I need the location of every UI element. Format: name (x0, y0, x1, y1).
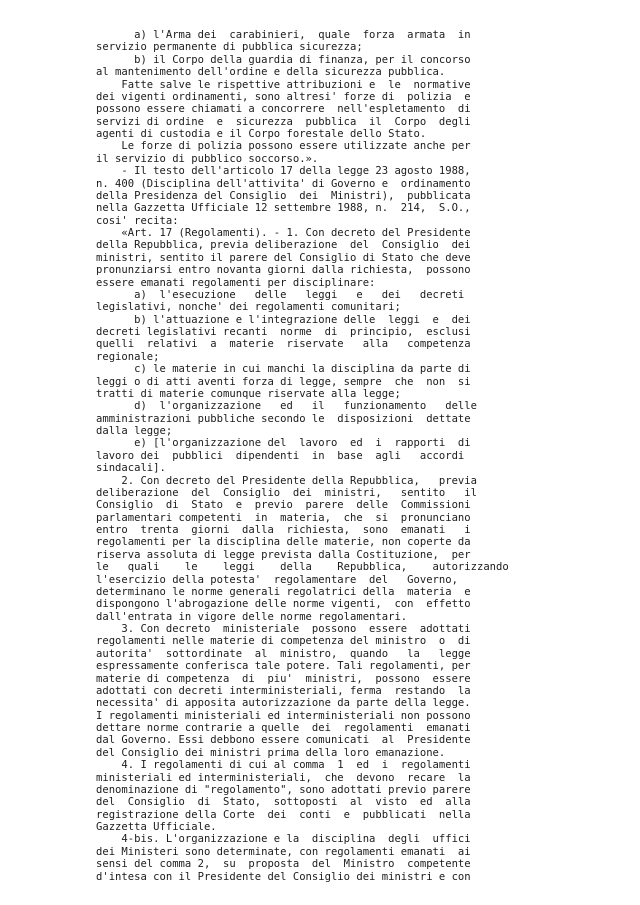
text-line: «Art. 17 (Regolamenti). - 1. Con decreto del Presidente (96, 227, 471, 239)
text-line: espressamente conferisca tale potere. Tali regolamenti, per (96, 660, 471, 673)
text-line: del Consiglio di Stato, sottoposti al visto ed alla (96, 796, 471, 809)
text-line: al mantenimento dell'ordine e della sicurezza pubblica. (96, 66, 446, 79)
text-line: parlamentari competenti in materia, che si pronunciano (96, 511, 471, 524)
text-line: essere emanati regolamenti per disciplinare: (96, 276, 376, 289)
text-line: a) l'esecuzione delle leggi e dei decreti (96, 288, 465, 301)
text-line: necessita' di apposita autorizzazione da parte della legge. (96, 697, 471, 710)
text-line: adottati con decreti interministeriali, ferma restando la (96, 684, 471, 697)
text-line: e) [l'organizzazione del lavoro ed i rapporti di (96, 437, 471, 450)
text-line: regolamenti nelle materie di competenza del ministro o di (96, 635, 471, 648)
text-line: dispongono l'abrogazione delle norme vigenti, con effetto (96, 598, 471, 611)
text-line: decreti legislativi recanti norme di principio, esclusi (96, 326, 471, 338)
text-line: b) il Corpo della guardia di finanza, per il concorso (96, 53, 471, 66)
text-line: Gazzetta Ufficiale. (96, 821, 217, 833)
text-line: Consiglio di Stato e previo parere delle Commissioni (96, 499, 471, 512)
text-line: le quali le leggi della Repubblica, autorizzando (96, 561, 509, 574)
text-line: determinano le norme generali regolatrici della materia e (96, 585, 471, 598)
text-line: sensi del comma 2, su proposta del Ministro competente (96, 858, 471, 871)
text-line: pronunziarsi entro novanta giorni dalla richiesta, possono (96, 264, 471, 277)
text-line: del Consiglio dei ministri prima della loro emanazione. (96, 746, 446, 759)
text-line: 4. I regolamenti di cui al comma 1 ed i regolamenti (96, 759, 471, 772)
text-line: I regolamenti ministeriali ed interministeriali non possono (96, 709, 471, 722)
text-line: dei Ministeri sono determinate, con regolamenti emanati ai (96, 845, 471, 858)
text-line: quelli relativi a materie riservate alla competenza (96, 338, 471, 351)
text-line: autorita' sottordinate al ministro, quando la legge (96, 647, 471, 660)
text-line: agenti di custodia e il Corpo forestale dello Stato. (96, 128, 427, 140)
text-line: dall'entrata in vigore delle norme regolamentari. (96, 610, 408, 623)
text-line: 2. Con decreto del Presidente della Repubblica, previa (96, 474, 477, 487)
text-line: tratti di materie comunque riservate alla legge; (96, 387, 401, 400)
text-line: regolamenti per la disciplina delle materie, non coperte da (96, 536, 471, 549)
text-line: legislativi, nonche' dei regolamenti comunitari; (96, 301, 401, 314)
text-line: nella Gazzetta Ufficiale 12 settembre 1988, n. 214, S.O., (96, 202, 471, 215)
text-line: - Il testo dell'articolo 17 della legge 23 agosto 1988, (96, 165, 471, 178)
text-line: dei vigenti ordinamenti, sono altresi' forze di polizia e (96, 90, 471, 103)
text-line: deliberazione del Consiglio dei ministri, sentito il (96, 486, 477, 499)
text-line: leggi o di atti aventi forza di legge, sempre che non si (96, 375, 471, 388)
text-line: l'esercizio della potesta' regolamentare del Governo, (96, 573, 458, 586)
text-line: cosi' recita: (96, 214, 179, 227)
text-line: dal Governo. Essi debbono essere comunicati al Presidente (96, 734, 471, 747)
text-line: regionale; (96, 350, 160, 363)
text-line: riserva assoluta di legge prevista dalla Costituzione, per (96, 548, 471, 561)
text-line: il servizio di pubblico soccorso.». (96, 152, 319, 165)
text-line: n. 400 (Disciplina dell'attivita' di Governo e ordinamento (96, 177, 471, 190)
text-line: della Repubblica, previa deliberazione del Consiglio dei (96, 239, 471, 252)
text-line: dettare norme contrarie a quelle dei regolamenti emanati (96, 722, 471, 734)
text-line: servizio permanente di pubblica sicurezza; (96, 41, 363, 54)
text-line: Fatte salve le rispettive attribuzioni e le normative (96, 78, 471, 91)
text-line: c) le materie in cui manchi la disciplina da parte di (96, 363, 471, 376)
text-line: registrazione della Corte dei conti e pubblicati nella (96, 808, 471, 821)
text-line: a) l'Arma dei carabinieri, quale forza armata in (96, 29, 471, 41)
text-line: d'intesa con il Presidente del Consiglio dei ministri e con (96, 870, 471, 883)
text-line: ministeriali ed interministeriali, che devono recare la (96, 771, 471, 784)
text-line: amministrazioni pubbliche secondo le disposizioni dettate (96, 412, 471, 425)
text-line: servizi di ordine e sicurezza pubblica il Corpo degli (96, 115, 471, 128)
text-line: b) l'attuazione e l'integrazione delle leggi e dei (96, 313, 471, 326)
text-line: denominazione di "regolamento", sono adottati previo parere (96, 783, 471, 796)
text-line: 4-bis. L'organizzazione e la disciplina degli uffici (96, 833, 471, 846)
text-line: possono essere chiamati a concorrere nell'espletamento di (96, 103, 471, 116)
text-line: della Presidenza del Consiglio dei Ministri), pubblicata (96, 189, 471, 202)
text-line: d) l'organizzazione ed il funzionamento delle (96, 400, 477, 413)
legal-text-body (96, 29, 509, 883)
text-line: sindacali]. (96, 462, 166, 475)
text-line: Le forze di polizia possono essere utilizzate anche per (96, 140, 471, 153)
text-line: dalla legge; (96, 425, 173, 437)
text-line: 3. Con decreto ministeriale possono essere adottati (96, 623, 471, 635)
text-line: lavoro dei pubblici dipendenti in base agli accordi (96, 449, 465, 462)
text-line: materie di competenza di piu' ministri, possono essere (96, 672, 471, 685)
text-line: entro trenta giorni dalla richiesta, sono emanati i (96, 524, 471, 536)
text-line: ministri, sentito il parere del Consiglio di Stato che deve (96, 251, 471, 264)
